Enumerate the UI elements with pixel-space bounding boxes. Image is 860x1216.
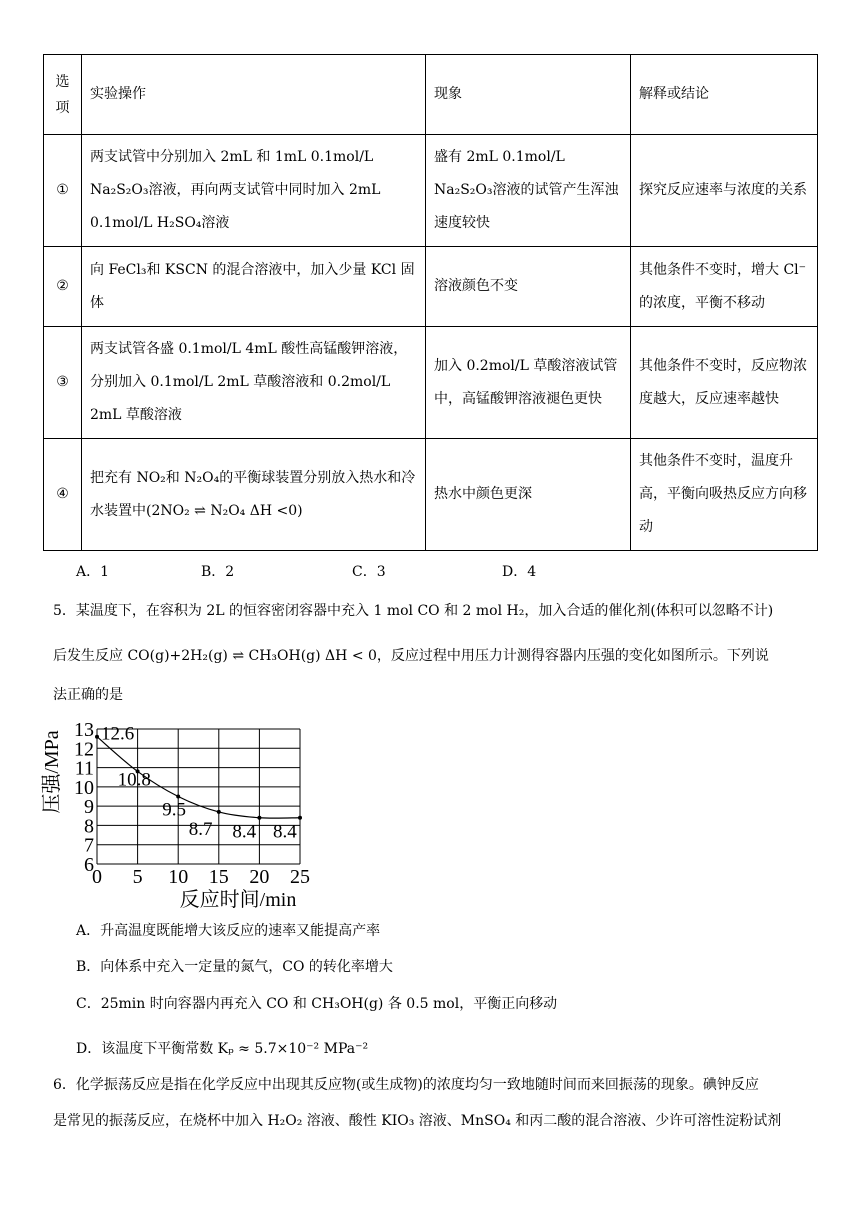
q4-choice-c[interactable]: C．3 xyxy=(352,564,386,580)
y-axis-label: 压强/MPa xyxy=(41,730,63,814)
row-conclusion: 其他条件不变时，温度升高，平衡向吸热反应方向移动 xyxy=(631,439,818,551)
row-phenomenon: 加入 0.2mol/L 草酸溶液试管中，高锰酸钾溶液褪色更快 xyxy=(426,327,631,439)
table-row xyxy=(44,327,818,439)
q5-option-a[interactable]: A．升高温度既能增大该反应的速率又能提高产率 xyxy=(76,923,381,939)
data-point xyxy=(176,795,180,799)
row-phenomenon: 盛有 2mL 0.1mol/L Na₂S₂O₃溶液的试管产生浑浊速度较快 xyxy=(426,135,631,247)
q5-option-c[interactable]: C．25min 时向容器内再充入 CO 和 CH₃OH(g) 各 0.5 mol，平衡正向移动 xyxy=(76,996,558,1012)
q4-choice-b[interactable]: B．2 xyxy=(201,564,235,580)
y-tick-label: 10 xyxy=(74,776,94,799)
row-operation: 两支试管中分别加入 2mL 和 1mL 0.1mol/L Na₂S₂O₃溶液，再向两支试管中同时加入 2mL 0.1mol/L H₂SO₄溶液 xyxy=(82,135,426,247)
q4-choice-a[interactable]: A．1 xyxy=(76,564,110,580)
q6-stem-line1: 6．化学振荡反应是指在化学反应中出现其反应物(或生成物)的浓度均匀一致地随时间而来回振荡的现象。碘钟反应 xyxy=(53,1077,759,1093)
y-tick-label: 8 xyxy=(84,815,94,838)
x-tick-label: 15 xyxy=(208,866,229,888)
row-option: ④ xyxy=(44,439,82,551)
x-tick-labels xyxy=(92,866,310,888)
x-tick-label: 20 xyxy=(249,866,270,888)
row-operation: 向 FeCl₃和 KSCN 的混合溶液中，加入少量 KCl 固体 xyxy=(82,247,426,327)
pressure-time-chart xyxy=(41,712,320,911)
x-tick-label: 0 xyxy=(92,866,102,888)
data-point xyxy=(298,816,302,820)
row-conclusion: 其他条件不变时，反应物浓度越大，反应速率越快 xyxy=(631,327,818,439)
row-conclusion: 探究反应速率与浓度的关系 xyxy=(631,135,818,247)
data-point xyxy=(95,735,99,739)
q4-choice-d[interactable]: D．4 xyxy=(502,564,537,580)
data-label: 8.7 xyxy=(188,818,213,840)
row-option: ③ xyxy=(44,327,82,439)
q5-stem-line2: 后发生反应 CO(g)+2H₂(g) ⇌ CH₃OH(g) ΔH < 0，反应过程中用压力计测得容器内压强的变化如图所示。下列说 xyxy=(53,648,769,664)
header-phenomenon: 现象 xyxy=(426,55,631,135)
row-option: ① xyxy=(44,135,82,247)
data-point xyxy=(257,816,261,820)
table-row xyxy=(44,247,818,327)
y-tick-label: 7 xyxy=(84,834,94,857)
row-option: ② xyxy=(44,247,82,327)
data-label: 8.4 xyxy=(232,821,257,843)
row-phenomenon: 溶液颜色不变 xyxy=(426,247,631,327)
row-phenomenon: 热水中颜色更深 xyxy=(426,439,631,551)
data-label: 10.8 xyxy=(117,769,151,791)
header-operation: 实验操作 xyxy=(82,55,426,135)
data-label: 12.6 xyxy=(101,723,135,745)
x-tick-label: 10 xyxy=(168,866,189,888)
data-label: 8.4 xyxy=(273,821,297,843)
experiment-table xyxy=(43,54,818,551)
y-tick-label: 9 xyxy=(84,796,94,819)
table-row xyxy=(44,135,818,247)
q5-option-b[interactable]: B．向体系中充入一定量的氮气，CO 的转化率增大 xyxy=(76,959,393,975)
y-tick-label: 11 xyxy=(74,757,94,780)
q5-stem-line3: 法正确的是 xyxy=(53,687,123,703)
row-conclusion: 其他条件不变时，增大 Cl⁻的浓度，平衡不移动 xyxy=(631,247,818,327)
x-tick-label: 5 xyxy=(132,866,143,888)
q5-option-d[interactable]: D．该温度下平衡常数 Kₚ ≈ 5.7×10⁻² MPa⁻² xyxy=(76,1041,369,1057)
table-header-row xyxy=(44,55,818,135)
x-axis-label: 反应时间/min xyxy=(179,889,297,911)
row-operation: 两支试管各盛 0.1mol/L 4mL 酸性高锰酸钾溶液，分别加入 0.1mol/L 2mL 草酸溶液和 0.2mol/L 2mL 草酸溶液 xyxy=(82,327,426,439)
header-conclusion: 解释或结论 xyxy=(631,55,818,135)
y-tick-label: 6 xyxy=(84,854,94,876)
data-point xyxy=(217,810,221,814)
q5-stem-line1: 5．某温度下，在容积为 2L 的恒容密闭容器中充入 1 mol CO 和 2 mol H₂，加入合适的催化剂(体积可以忽略不计) xyxy=(53,603,774,619)
row-operation: 把充有 NO₂和 N₂O₄的平衡球装置分别放入热水和冷水装置中(2NO₂ ⇌ N₂O₄ ΔH <0) xyxy=(82,439,426,551)
y-tick-label: 12 xyxy=(74,738,94,761)
chart-grid xyxy=(97,729,300,864)
data-labels xyxy=(101,724,297,843)
y-tick-labels xyxy=(74,719,94,876)
data-label: 9.5 xyxy=(162,799,186,821)
q6-stem-line2: 是常见的振荡反应，在烧杯中加入 H₂O₂ 溶液、酸性 KIO₃ 溶液、MnSO₄ 和丙二酸的混合溶液、少许可溶性淀粉试剂 xyxy=(53,1113,782,1129)
x-tick-label: 25 xyxy=(290,866,310,888)
y-tick-label: 13 xyxy=(74,719,94,741)
header-option: 选 项 xyxy=(44,55,82,135)
table-row xyxy=(44,439,818,551)
